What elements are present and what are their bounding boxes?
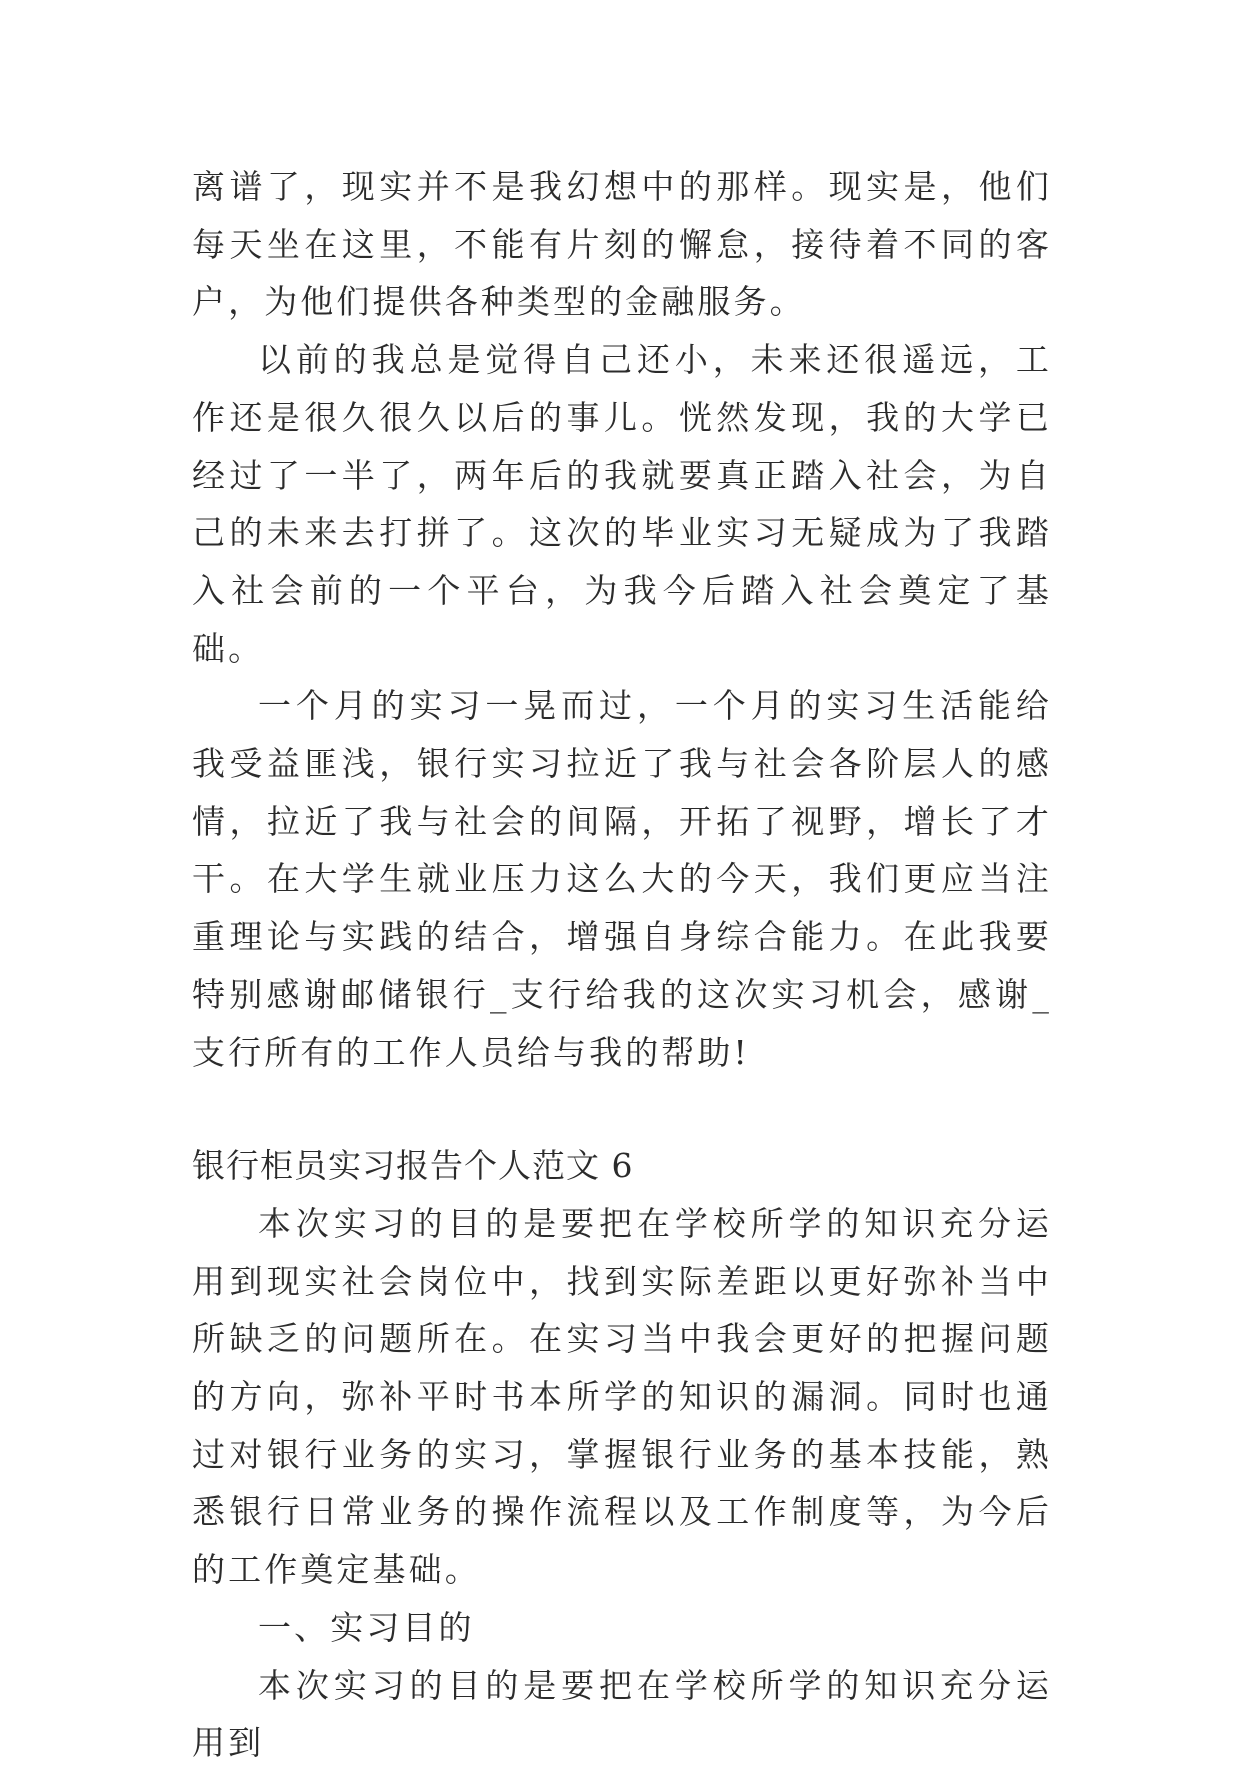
paragraph-section-intro: 本次实习的目的是要把在学校所学的知识充分运用到现实社会岗位中，找到实际差距以更好弥补当中所缺乏的问题所在。在实习当中我会更好的把握问题的方向，弥补平时书本所学的知识的漏洞。同时也通过对银行业务的实习，掌握银行业务的基本技能，熟悉银行日常业务的操作流程以及工作制度等，为今后的工作奠定基础。 bbox=[192, 1203, 1052, 1590]
paragraph-internship-summary: 一个月的实习一晃而过，一个月的实习生活能给我受益匪浅，银行实习拉近了我与社会各阶层人的感情，拉近了我与社会的间隔，开拓了视野，增长了才干。在大学生就业压力这么大的今天，我们更应当注重理论与实践的结合，增强自身综合能力。在此我要特别感谢邮储银行_支行给我的这次实习机会，感谢_支行所有的工作人员给与我的帮助! bbox=[192, 686, 1052, 1072]
subheading-purpose: 一、实习目的 bbox=[258, 1607, 475, 1647]
section-title: 银行柜员实习报告个人范文 6 bbox=[192, 1146, 634, 1186]
document-body bbox=[192, 158, 1052, 1772]
paragraph-purpose: 本次实习的目的是要把在学校所学的知识充分运用到 bbox=[192, 1665, 1052, 1763]
paragraph-future-outlook: 以前的我总是觉得自己还小，未来还很遥远，工作还是很久很久以后的事儿。恍然发现，我的大学已经过了一半了，两年后的我就要真正踏入社会，为自己的未来去打拼了。这次的毕业实习无疑成为了我踏入社会前的一个平台，为我今后踏入社会奠定了基础。 bbox=[192, 340, 1052, 668]
paragraph-continuation: 离谱了，现实并不是我幻想中的那样。现实是，他们每天坐在这里，不能有片刻的懈怠，接待着不同的客户，为他们提供各种类型的金融服务。 bbox=[192, 167, 1052, 322]
